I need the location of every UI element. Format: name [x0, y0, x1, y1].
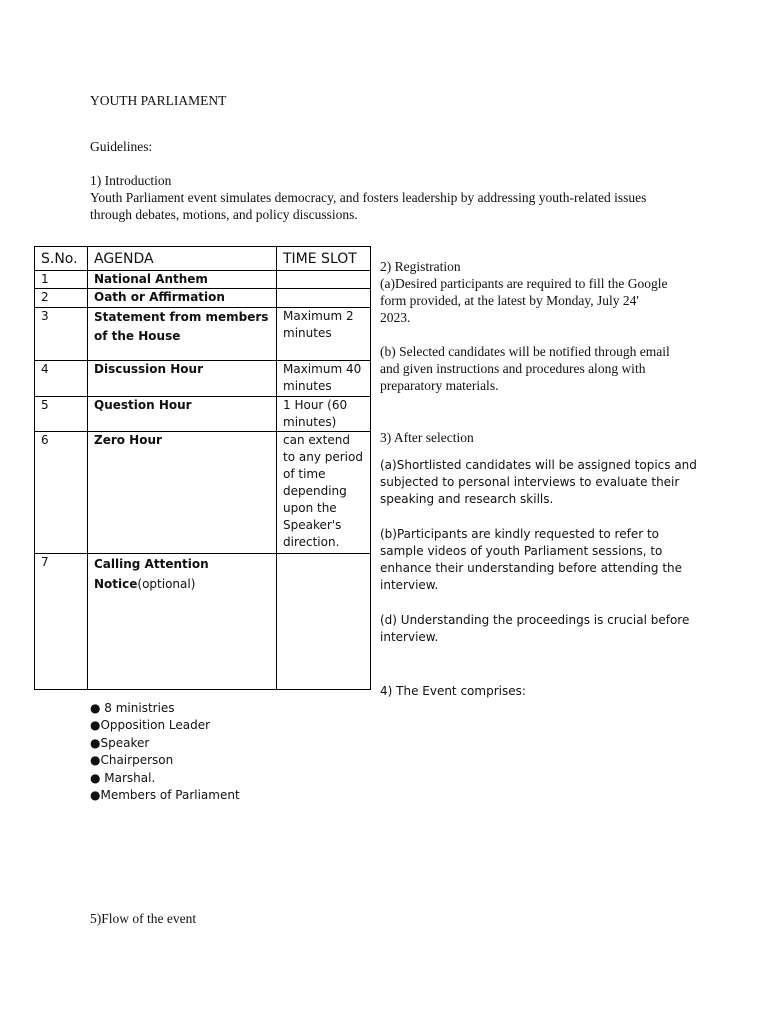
row-agenda: [88, 554, 277, 690]
row-agenda: Question Hour: [88, 397, 277, 432]
introduction-section: [90, 172, 730, 223]
list-item: ●Opposition Leader: [90, 718, 211, 733]
table-row: [35, 432, 371, 554]
registration-section: [380, 258, 720, 394]
sno-header: S.No.: [35, 247, 88, 271]
row-sno: 7: [35, 554, 88, 690]
row-agenda: Discussion Hour: [88, 361, 277, 397]
row-agenda: Zero Hour: [88, 432, 277, 554]
event-bullet-list: [90, 700, 240, 804]
row-sno: 5: [35, 397, 88, 432]
introduction-line-2: through debates, motions, and policy discussions.: [90, 207, 358, 222]
after-selection-section: [380, 457, 720, 646]
table-row: [35, 397, 371, 432]
after-selection-b-line-4: interview.: [380, 578, 439, 592]
row-time-slot: Maximum 2 minutes: [277, 308, 371, 361]
registration-b-line-2: and given instructions and procedures along with: [380, 361, 646, 376]
row-sno: 3: [35, 308, 88, 361]
row-agenda: Statement from members of the House: [88, 308, 277, 361]
table-header-row: [35, 247, 371, 271]
event-heading: 4) The Event comprises:: [380, 684, 526, 698]
table-row: [35, 361, 371, 397]
row-agenda-label: Calling Attention Notice: [94, 557, 209, 591]
table-row: [35, 308, 371, 361]
table-row: [35, 289, 371, 308]
after-selection-d-line-2: interview.: [380, 630, 439, 644]
document-title: YOUTH PARLIAMENT: [90, 93, 227, 108]
row-time-slot: [277, 289, 371, 308]
list-item: ●Speaker: [90, 735, 150, 750]
agenda-table: [34, 246, 371, 690]
row-time-slot: 1 Hour (60 minutes): [277, 397, 371, 432]
list-item: ● 8 ministries: [90, 701, 175, 715]
row-time-slot: Maximum 40 minutes: [277, 361, 371, 397]
list-item: ●Members of Parliament: [90, 788, 240, 803]
after-selection-b-line-2: sample videos of youth Parliament sessions, to: [380, 544, 663, 558]
registration-a-line-3: 2023.: [380, 310, 411, 325]
registration-heading: 2) Registration: [380, 259, 461, 274]
registration-b-line-1: (b) Selected candidates will be notified through email: [380, 344, 670, 359]
registration-a-line-1: (a)Desired participants are required to fill the Google: [380, 276, 668, 291]
after-selection-b-line-1: (b)Participants are kindly requested to refer to: [380, 527, 660, 541]
introduction-line-1: Youth Parliament event simulates democracy, and fosters leadership by addressing youth-related issues: [90, 190, 647, 205]
row-time-slot: can extend to any period of time depending upon the Speaker's direction.: [277, 432, 371, 554]
agenda-header: AGENDA: [88, 247, 277, 271]
list-item: ●Chairperson: [90, 753, 174, 768]
registration-a-line-2: form provided, at the latest by Monday, July 24': [380, 293, 639, 308]
flow-heading: 5)Flow of the event: [90, 911, 197, 926]
row-agenda-note: (optional): [137, 577, 196, 591]
guidelines-heading: Guidelines:: [90, 139, 153, 154]
time-slot-header: TIME SLOT: [277, 247, 371, 271]
after-selection-d-line-1: (d) Understanding the proceedings is crucial before: [380, 613, 690, 627]
row-time-slot: [277, 554, 371, 690]
registration-b-line-3: preparatory materials.: [380, 378, 499, 393]
after-selection-a-line-2: subjected to personal interviews to evaluate their: [380, 475, 680, 489]
row-agenda: National Anthem: [88, 271, 277, 289]
row-sno: 2: [35, 289, 88, 308]
list-item: ● Marshal.: [90, 770, 156, 785]
row-time-slot: [277, 271, 371, 289]
table-row: [35, 271, 371, 289]
after-selection-heading: 3) After selection: [380, 430, 474, 445]
after-selection-a-line-3: speaking and research skills.: [380, 492, 554, 506]
after-selection-a-line-1: (a)Shortlisted candidates will be assigned topics and: [380, 458, 697, 472]
row-sno: 4: [35, 361, 88, 397]
row-sno: 6: [35, 432, 88, 554]
after-selection-b-line-3: enhance their understanding before attending the: [380, 561, 683, 575]
row-sno: 1: [35, 271, 88, 289]
table-row: [35, 554, 371, 690]
introduction-heading: 1) Introduction: [90, 173, 172, 188]
row-agenda: Oath or Affirmation: [88, 289, 277, 308]
